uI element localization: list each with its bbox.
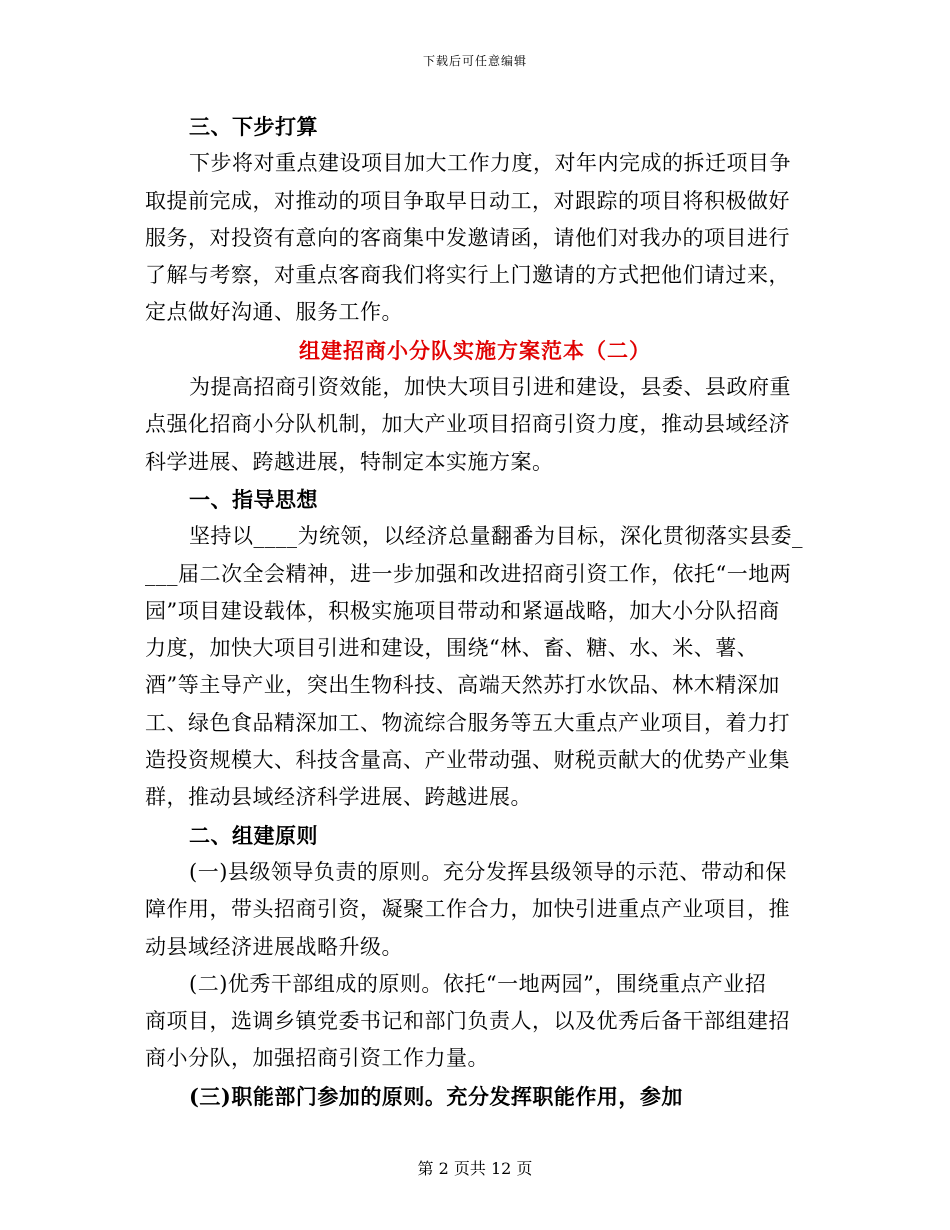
body-text-line: 定点做好沟通、服务工作。 bbox=[145, 300, 403, 325]
body-text-line: 造投资规模大、科技含量高、产业带动强、财税贡献大的优势产业集 bbox=[145, 748, 790, 773]
body-text-line: (二)优秀干部组成的原则。依托“一地两园”，围绕重点产业招 bbox=[189, 971, 767, 996]
section-title: 组建招商小分队实施方案范本（二） bbox=[299, 337, 651, 363]
body-text-line: 工、绿色食品精深加工、物流综合服务等五大重点产业项目，着力打 bbox=[145, 710, 790, 735]
body-text-line: ___届二次全会精神，进一步加强和改进招商引资工作，依托“一地两 bbox=[145, 561, 792, 586]
body-text-line: 酒”等主导产业，突出生物科技、高端天然苏打水饮品、林木精深加 bbox=[145, 673, 780, 698]
body-text-line: 科学进展、跨越进展，特制定本实施方案。 bbox=[145, 449, 554, 474]
body-text-line: 了解与考察，对重点客商我们将实行上门邀请的方式把他们请过来， bbox=[145, 263, 790, 288]
body-text-line: (一)县级领导负责的原则。充分发挥县级领导的示范、带动和保 bbox=[189, 859, 787, 884]
body-text-line: (三)职能部门参加的原则。充分发挥职能作用，参加 bbox=[189, 1083, 683, 1109]
body-text-line: 园”项目建设载体，积极实施项目带动和紧逼战略，加大小分队招商 bbox=[145, 598, 780, 623]
body-text-line: 坚持以____为统领，以经济总量翻番为目标，深化贯彻落实县委_ bbox=[189, 524, 803, 549]
body-text-line: 动县域经济进展战略升级。 bbox=[145, 934, 403, 959]
body-text-line: 点强化招商小分队机制，加大产业项目招商引资力度，推动县域经济 bbox=[145, 412, 790, 437]
section-heading: 一、指导思想 bbox=[189, 486, 318, 512]
body-text-line: 为提高招商引资效能，加快大项目引进和建设，县委、县政府重 bbox=[189, 375, 791, 400]
body-text-line: 商项目，选调乡镇党委书记和部门负责人，以及优秀后备干部组建招 bbox=[145, 1009, 790, 1034]
section-heading: 二、组建原则 bbox=[189, 822, 318, 848]
document-body bbox=[145, 108, 805, 1115]
body-text-line: 群，推动县域经济科学进展、跨越进展。 bbox=[145, 785, 532, 810]
body-text-line: 障作用，带头招商引资，凝聚工作合力，加快引进重点产业项目，推 bbox=[145, 897, 790, 922]
section-heading: 三、下步打算 bbox=[189, 114, 318, 139]
body-text-line: 力度，加快大项目引进和建设，围绕“林、畜、糖、水、米、薯、 bbox=[145, 636, 759, 661]
body-text-line: 取提前完成，对推动的项目争取早日动工，对跟踪的项目将积极做好 bbox=[145, 188, 790, 213]
page-footer: 第 2 页共 12 页 bbox=[417, 1159, 533, 1178]
page-header: 下载后可任意编辑 bbox=[422, 54, 527, 68]
body-text-line: 商小分队，加强招商引资工作力量。 bbox=[145, 1046, 489, 1071]
body-text-line: 下步将对重点建设项目加大工作力度，对年内完成的拆迁项目争 bbox=[189, 151, 791, 176]
body-text-line: 服务，对投资有意向的客商集中发邀请函，请他们对我办的项目进行 bbox=[145, 225, 790, 250]
